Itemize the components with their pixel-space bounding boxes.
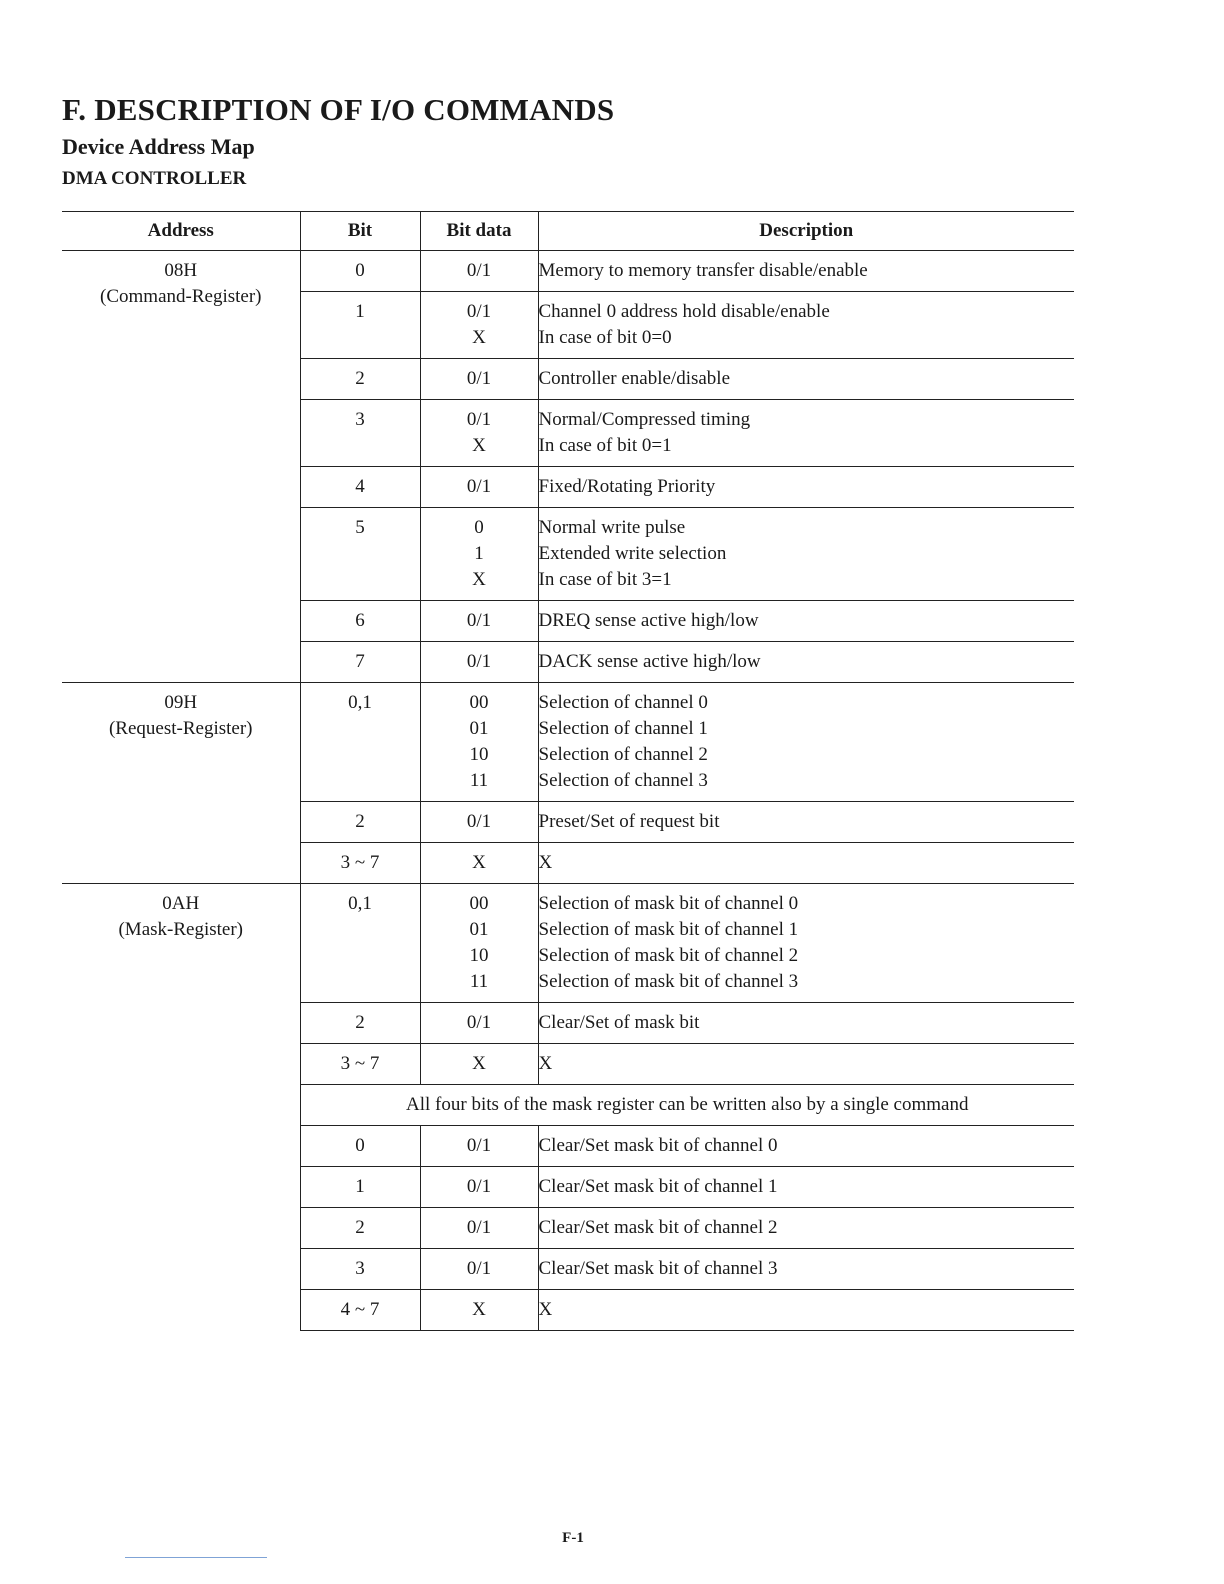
bit-cell: 0 [300, 1126, 420, 1167]
bit-data-cell [420, 251, 538, 292]
bit-cell: 2 [300, 802, 420, 843]
description-line: Selection of mask bit of channel 0 [538, 893, 799, 914]
register-address: 08H [164, 260, 198, 281]
device-address-table [62, 211, 1074, 1331]
bit-data-cell [420, 601, 538, 642]
bit-cell: 3 [300, 1249, 420, 1290]
description-line: Controller enable/disable [538, 368, 731, 389]
bit-data-cell [420, 1003, 538, 1044]
bit-cell: 2 [300, 359, 420, 400]
description-line: Selection of channel 1 [538, 718, 708, 739]
description-cell [538, 292, 1074, 359]
bit-data-value: 10 [469, 945, 489, 966]
bit-data-value: 0/1 [466, 1012, 492, 1033]
bit-cell: 0,1 [300, 683, 420, 802]
bit-data-value: 0/1 [466, 260, 492, 281]
bit-data-value: 0/1 [466, 811, 492, 832]
bit-cell: 3 ~ 7 [300, 843, 420, 884]
bit-data-cell [420, 1044, 538, 1085]
description-line: Clear/Set mask bit of channel 3 [538, 1258, 778, 1279]
bit-data-value: 1 [474, 543, 484, 564]
description-cell [538, 642, 1074, 683]
register-address-cell [62, 884, 300, 1331]
bit-data-value: X [472, 852, 486, 873]
bit-data-cell [420, 1290, 538, 1331]
bit-data-cell [420, 1208, 538, 1249]
description-cell [538, 601, 1074, 642]
bit-cell: 1 [300, 292, 420, 359]
bit-data-cell [420, 508, 538, 601]
description-line: In case of bit 0=1 [538, 435, 672, 456]
bit-data-value: 0 [474, 517, 484, 538]
footer-rule [125, 1557, 267, 1558]
table-row [62, 683, 1074, 802]
description-line: Channel 0 address hold disable/enable [538, 301, 830, 322]
description-line: Normal/Compressed timing [538, 409, 751, 430]
register-name: (Mask-Register) [118, 919, 244, 940]
description-cell [538, 683, 1074, 802]
bit-data-cell [420, 843, 538, 884]
description-line: X [538, 852, 553, 873]
description-cell [538, 467, 1074, 508]
bit-data-value: 00 [469, 692, 489, 713]
description-line: Clear/Set mask bit of channel 1 [538, 1176, 778, 1197]
description-line: Extended write selection [538, 543, 727, 564]
description-line: Clear/Set of mask bit [538, 1012, 700, 1033]
table-row [62, 251, 1074, 292]
page-title: F. DESCRIPTION OF I/O COMMANDS [62, 92, 615, 127]
bit-data-value: 0/1 [466, 1258, 492, 1279]
description-line: Selection of channel 2 [538, 744, 708, 765]
description-cell [538, 1249, 1074, 1290]
register-address: 09H [164, 692, 198, 713]
bit-data-value: 01 [469, 919, 489, 940]
bit-data-value: 0/1 [466, 409, 492, 430]
bit-data-cell [420, 642, 538, 683]
table-note: All four bits of the mask register can be written also by a single command [300, 1085, 1074, 1126]
description-cell [538, 1208, 1074, 1249]
description-line: Normal write pulse [538, 517, 686, 538]
bit-cell: 3 ~ 7 [300, 1044, 420, 1085]
bit-data-value: X [472, 1299, 486, 1320]
section-heading: DMA CONTROLLER [62, 168, 247, 189]
description-cell [538, 802, 1074, 843]
bit-data-value: 11 [469, 770, 489, 791]
description-line: DREQ sense active high/low [538, 610, 759, 631]
bit-data-value: X [472, 435, 486, 456]
bit-data-value: 10 [469, 744, 489, 765]
description-line: X [538, 1053, 553, 1074]
bit-data-value: X [472, 569, 486, 590]
bit-data-value: 0/1 [466, 610, 492, 631]
description-line: Selection of mask bit of channel 2 [538, 945, 799, 966]
bit-data-value: 0/1 [466, 368, 492, 389]
description-line: Clear/Set mask bit of channel 2 [538, 1217, 778, 1238]
bit-data-cell [420, 292, 538, 359]
description-line: Selection of channel 3 [538, 770, 708, 791]
description-cell [538, 359, 1074, 400]
register-name: (Request-Register) [108, 718, 253, 739]
description-line: In case of bit 3=1 [538, 569, 672, 590]
description-line: Selection of mask bit of channel 1 [538, 919, 799, 940]
bit-data-value: 0/1 [466, 651, 492, 672]
description-line: Selection of mask bit of channel 3 [538, 971, 799, 992]
bit-data-value: 0/1 [466, 301, 492, 322]
register-address-cell [62, 251, 300, 683]
bit-data-cell [420, 1167, 538, 1208]
description-cell [538, 1126, 1074, 1167]
description-cell [538, 1044, 1074, 1085]
bit-data-value: 00 [469, 893, 489, 914]
page-subtitle: Device Address Map [62, 134, 255, 159]
register-address-cell [62, 683, 300, 884]
bit-data-cell [420, 683, 538, 802]
bit-cell: 6 [300, 601, 420, 642]
bit-data-value: X [472, 1053, 486, 1074]
bit-data-cell [420, 359, 538, 400]
bit-cell: 5 [300, 508, 420, 601]
bit-data-value: 0/1 [466, 1135, 492, 1156]
description-cell [538, 884, 1074, 1003]
description-line: Fixed/Rotating Priority [538, 476, 716, 497]
header-bit-data: Bit data [420, 212, 538, 251]
bit-data-cell [420, 467, 538, 508]
bit-cell: 3 [300, 400, 420, 467]
description-cell [538, 1003, 1074, 1044]
bit-data-value: 0/1 [466, 1217, 492, 1238]
bit-cell: 4 ~ 7 [300, 1290, 420, 1331]
description-line: Preset/Set of request bit [538, 811, 720, 832]
description-cell [538, 400, 1074, 467]
description-cell [538, 1290, 1074, 1331]
description-line: X [538, 1299, 553, 1320]
bit-cell: 0,1 [300, 884, 420, 1003]
table-body [62, 251, 1074, 1331]
description-line: Selection of channel 0 [538, 692, 708, 713]
bit-data-value: 0/1 [466, 1176, 492, 1197]
header-bit: Bit [300, 212, 420, 251]
page-number: F-1 [562, 1530, 584, 1546]
table-header-row [62, 212, 1074, 251]
bit-data-cell [420, 1126, 538, 1167]
description-cell [538, 1167, 1074, 1208]
description-line: DACK sense active high/low [538, 651, 761, 672]
bit-data-cell [420, 802, 538, 843]
bit-cell: 2 [300, 1003, 420, 1044]
bit-cell: 7 [300, 642, 420, 683]
register-address: 0AH [162, 893, 200, 914]
register-name: (Command-Register) [100, 286, 262, 307]
bit-cell: 1 [300, 1167, 420, 1208]
bit-data-value: 01 [469, 718, 489, 739]
bit-data-cell [420, 400, 538, 467]
bit-data-value: 0/1 [466, 476, 492, 497]
description-cell [538, 843, 1074, 884]
bit-data-value: X [472, 327, 486, 348]
bit-cell: 0 [300, 251, 420, 292]
description-cell [538, 508, 1074, 601]
description-line: Memory to memory transfer disable/enable [538, 260, 868, 281]
header-address: Address [62, 212, 300, 251]
bit-data-cell [420, 1249, 538, 1290]
bit-cell: 4 [300, 467, 420, 508]
bit-cell: 2 [300, 1208, 420, 1249]
description-line: In case of bit 0=0 [538, 327, 672, 348]
table-row [62, 884, 1074, 1003]
header-description: Description [538, 212, 1074, 251]
description-line: Clear/Set mask bit of channel 0 [538, 1135, 778, 1156]
bit-data-cell [420, 884, 538, 1003]
description-cell [538, 251, 1074, 292]
bit-data-value: 11 [469, 971, 489, 992]
